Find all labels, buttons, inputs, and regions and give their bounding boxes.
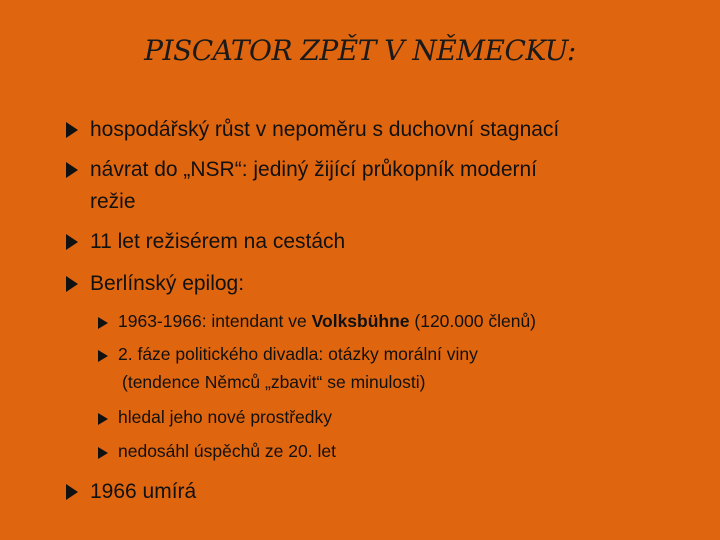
bullet-text: návrat do „NSR“: jediný žijící průkopník moderní: [90, 158, 538, 181]
sub-bullet-item: [98, 405, 332, 429]
bullet-item: [66, 156, 537, 184]
sub-bullet-text: hledal jeho nové prostředky: [118, 407, 333, 427]
sub-bullet-text: nedosáhl úspěchů ze 20. let: [118, 441, 336, 461]
bullet-text: 1966 umírá: [90, 480, 197, 503]
sub-bullet-text-part: (120.000 členů): [409, 311, 537, 331]
sub-bullet-bold-text: Volksbühne: [311, 311, 410, 331]
arrow-bullet-icon: [66, 122, 78, 138]
arrow-bullet-icon: [98, 447, 108, 459]
bullet-item: [66, 228, 345, 256]
bullet-text: Berlínský epilog:: [90, 272, 245, 295]
slide-title: PISCATOR ZPĚT V NĚMECKU:: [144, 34, 576, 67]
bullet-continuation: režie: [90, 190, 136, 213]
sub-bullet-continuation: (tendence Němců „zbavit“ se minulosti): [122, 372, 426, 392]
arrow-bullet-icon: [98, 350, 108, 362]
arrow-bullet-icon: [66, 162, 78, 178]
arrow-bullet-icon: [66, 234, 78, 250]
bullet-text: hospodářský růst v nepoměru s duchovní stagnací: [90, 118, 560, 141]
sub-bullet-item: [98, 309, 536, 333]
arrow-bullet-icon: [66, 276, 78, 292]
sub-bullet-item: [98, 439, 336, 463]
sub-bullet-text: [118, 309, 536, 333]
sub-bullet-text: 2. fáze politického divadla: otázky morální viny: [118, 344, 478, 364]
arrow-bullet-icon: [98, 413, 108, 425]
arrow-bullet-icon: [98, 317, 108, 329]
bullet-item: [66, 116, 559, 144]
sub-bullet-item: [98, 342, 478, 366]
bullet-item: [66, 478, 196, 506]
bullet-text: 11 let režisérem na cestách: [90, 230, 346, 253]
bullet-item: [66, 270, 244, 298]
sub-bullet-text-part: 1963-1966: intendant ve: [118, 311, 312, 331]
arrow-bullet-icon: [66, 484, 78, 500]
